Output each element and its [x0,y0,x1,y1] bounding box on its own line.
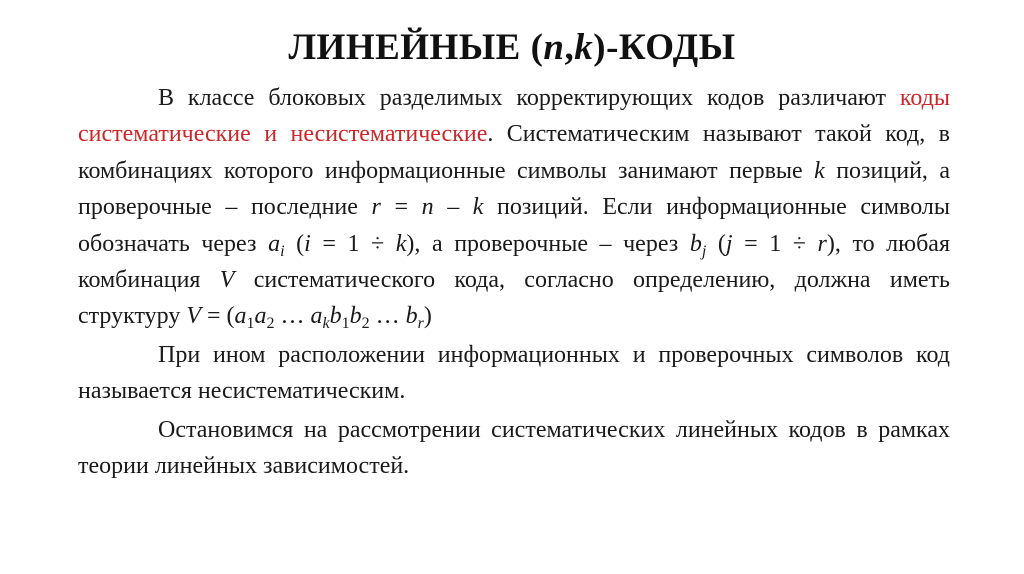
structure-formula: $V = (a_1a_2$ … $a_kb_1b_2$ … $b_r$) [186,303,432,333]
slide-title: ЛИНЕЙНЫЕ (n,k)-КОДЫ [288,27,736,68]
slide-body [78,80,950,484]
paragraph-definition: В классе блоковых разделимых корректирующих кодов различают коды систематические и несистематические. Систематическим называют такой код, в комбинациях которого информационные символы занимают первые k позиций, а проверочные – последние r = n – k позиций. Если информационные символы обозначать через $a_i$ (i = 1 ÷ k), а проверочные – через $b_j$ (j = 1 ÷ r), то любая комбинация V систематического кода, согласно определению, должна иметь структуру $V = (a_1a_2$ … $a_kb_1b_2$ … $b_r$) [78,85,951,333]
paragraph-conclusion: Остановимся на рассмотрении систематических линейных кодов в рамках теории линейных зависимостей. [78,416,950,480]
highlighted-term: коды систематические и несистематические [78,85,951,148]
paragraph-nonsystematic: При ином расположении информационных и проверочных символов код называется несистематическим. [78,341,950,405]
